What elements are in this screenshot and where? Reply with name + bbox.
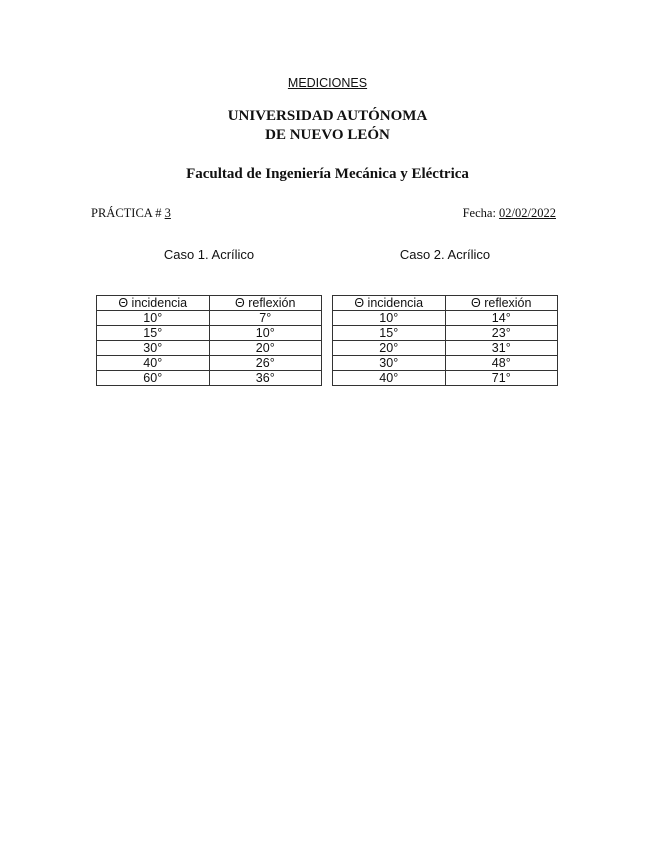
cell-incidence: 40° xyxy=(97,356,210,371)
cell-incidence: 10° xyxy=(333,311,446,326)
table-row xyxy=(97,371,322,386)
table-row xyxy=(97,326,322,341)
table-row xyxy=(97,341,322,356)
header-incidence: Θ incidencia xyxy=(333,296,446,311)
table-row xyxy=(97,311,322,326)
cell-incidence: 30° xyxy=(333,356,446,371)
header-incidence: Θ incidencia xyxy=(97,296,210,311)
document-heading: MEDICIONES xyxy=(287,76,368,90)
case2-title: Caso 2. Acrílico xyxy=(399,247,491,262)
practice-label: PRÁCTICA # xyxy=(91,206,165,220)
cell-reflection: 20° xyxy=(209,341,322,356)
cell-reflection: 48° xyxy=(445,356,558,371)
header-reflection: Θ reflexión xyxy=(445,296,558,311)
faculty-name: Facultad de Ingeniería Mecánica y Eléctrica xyxy=(186,166,469,182)
date-value: 02/02/2022 xyxy=(499,206,556,220)
date-label: Fecha: xyxy=(462,206,500,220)
cell-incidence: 40° xyxy=(333,371,446,386)
cell-incidence: 60° xyxy=(97,371,210,386)
cell-reflection: 26° xyxy=(209,356,322,371)
university-line-2: DE NUEVO LEÓN xyxy=(265,127,390,143)
table-row xyxy=(333,326,558,341)
cell-reflection: 36° xyxy=(209,371,322,386)
table-row xyxy=(333,356,558,371)
table-row xyxy=(97,356,322,371)
cell-incidence: 15° xyxy=(97,326,210,341)
cell-incidence: 15° xyxy=(333,326,446,341)
table-row xyxy=(333,311,558,326)
cell-incidence: 10° xyxy=(97,311,210,326)
university-name xyxy=(0,107,655,145)
table-row xyxy=(333,371,558,386)
case1-title: Caso 1. Acrílico xyxy=(163,247,255,262)
cell-reflection: 7° xyxy=(209,311,322,326)
date-line xyxy=(463,206,556,221)
cell-reflection: 14° xyxy=(445,311,558,326)
cell-incidence: 20° xyxy=(333,341,446,356)
table-header-row xyxy=(333,296,558,311)
cell-reflection: 23° xyxy=(445,326,558,341)
cell-incidence: 30° xyxy=(97,341,210,356)
case2-table xyxy=(332,295,558,386)
cell-reflection: 10° xyxy=(209,326,322,341)
cell-reflection: 71° xyxy=(445,371,558,386)
cell-reflection: 31° xyxy=(445,341,558,356)
university-line-1: UNIVERSIDAD AUTÓNOMA xyxy=(227,108,428,124)
header-reflection: Θ reflexión xyxy=(209,296,322,311)
table-row xyxy=(333,341,558,356)
table-header-row xyxy=(97,296,322,311)
case1-table xyxy=(96,295,322,386)
practice-number: 3 xyxy=(164,206,171,220)
practice-number-line xyxy=(91,206,171,221)
